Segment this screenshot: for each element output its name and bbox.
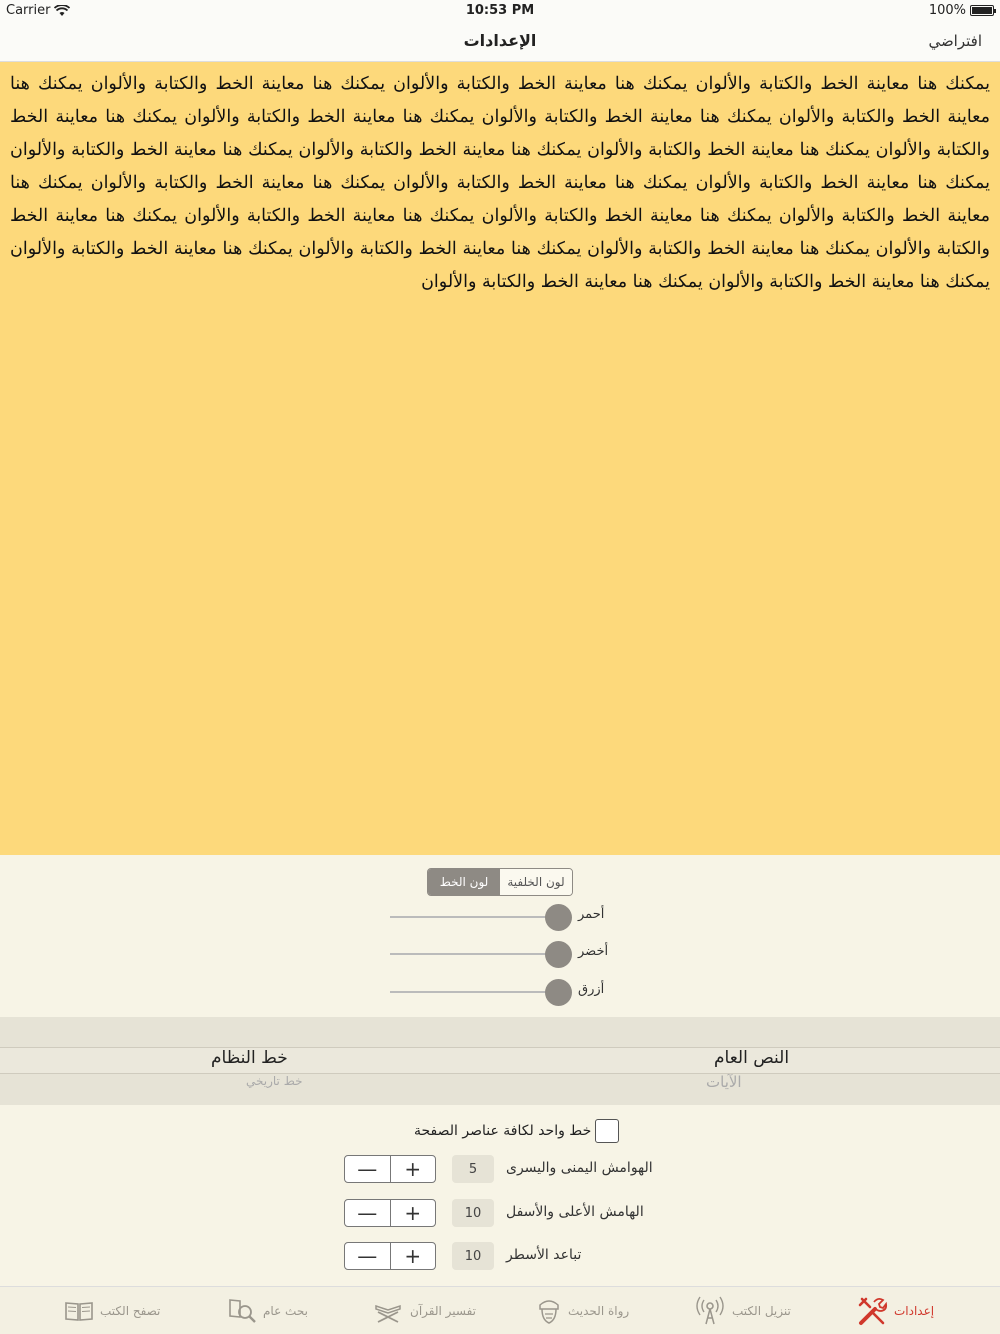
battery-indicator	[929, 3, 994, 18]
top-bottom-margins-row	[344, 1199, 664, 1227]
font-picker[interactable]	[0, 1017, 1000, 1105]
picker-right-next[interactable]: الآيات	[706, 1073, 742, 1091]
green-slider-row	[390, 939, 620, 969]
green-slider-track[interactable]	[390, 953, 560, 955]
top-bottom-margins-value: 10	[452, 1199, 494, 1227]
color-target-segmented-control	[427, 868, 573, 896]
top-bottom-margins-plus-button[interactable]: +	[404, 1201, 422, 1225]
line-spacing-value: 10	[452, 1242, 494, 1270]
side-margins-row	[344, 1155, 664, 1183]
tab-quran-tafsir-label: تفسير القرآن	[410, 1304, 476, 1318]
default-button[interactable]: افتراضي	[928, 32, 982, 50]
preview-text: يمكنك هنا معاينة الخط والكتابة والألوان يمكنك هنا معاينة الخط والكتابة والألوان يمكنك هنا معاينة الخط والكتابة والألوان يمكنك هنا معاينة الخط والكتابة والألوان يمكنك هنا معاينة الخط والكتابة والألوان يمكنك هنا معاينة الخط والكتابة والألوان يمكنك هنا معاينة الخط والكتابة والألوان يمكنك هنا معاينة الخط والكتابة والألوان يمكنك هنا معاينة الخط والكتابة والألوان يمكنك هنا معاينة الخط والكتابة والألوان يمكنك هنا معاينة الخط والكتابة والألوان يمكنك هنا معاينة الخط والكتابة والألوان يمكنك هنا معاينة الخط والكتابة والألوان يمكنك هنا معاينة الخط والكتابة والألوان يمكنك هنا معاينة الخط والكتابة والألوان يمكنك هنا معاينة الخط والكتابة والألوان يمكنك هنا معاينة الخط والكتابة والألوان يمكنك هنا معاينة الخط والكتابة والألوان يمكنك هنا معاينة الخط والكتابة والألوان يمكنك هنا معاينة الخط والكتابة والألوان يمكنك هنا معاينة الخط والكتابة والألوان يمكنك هنا معاينة الخط والكتابة والألوان	[10, 74, 990, 292]
line-spacing-minus-button[interactable]: —	[345, 1243, 391, 1269]
side-margins-plus-button[interactable]: +	[404, 1157, 422, 1181]
red-slider-row	[390, 902, 620, 932]
top-bottom-margins-minus-button[interactable]: —	[345, 1200, 391, 1226]
tab-bar	[0, 1286, 1000, 1334]
segment-font-color[interactable]: لون الخط	[428, 869, 500, 895]
red-slider-track[interactable]	[390, 916, 560, 918]
text-preview	[0, 62, 1000, 855]
single-font-row	[414, 1119, 619, 1143]
color-panel	[0, 855, 1000, 1017]
single-font-label: خط واحد لكافة عناصر الصفحة	[414, 1123, 592, 1139]
battery-percent: 100%	[928, 3, 966, 18]
green-slider-label: أخضر	[578, 944, 609, 959]
tab-hadith-narrators[interactable]	[536, 1295, 629, 1327]
side-margins-label: الهوامش اليمنى واليسرى	[506, 1160, 653, 1176]
segment-background-color[interactable]: لون الخلفية	[500, 869, 572, 895]
layout-options	[0, 1105, 1000, 1286]
red-slider-label: أحمر	[578, 907, 605, 922]
tools-icon	[856, 1296, 888, 1326]
red-slider-thumb[interactable]	[545, 904, 572, 931]
search-book-icon	[227, 1297, 257, 1325]
blue-slider-row	[390, 977, 620, 1007]
blue-slider-label: أزرق	[578, 982, 605, 997]
blue-slider-thumb[interactable]	[545, 979, 572, 1006]
line-spacing-stepper	[344, 1242, 436, 1270]
quran-stand-icon	[372, 1298, 404, 1324]
status-time: 10:53 PM	[465, 3, 535, 18]
tab-general-search[interactable]	[227, 1295, 308, 1327]
tab-quran-tafsir[interactable]	[372, 1295, 476, 1327]
side-margins-minus-button[interactable]: —	[345, 1156, 391, 1182]
tab-settings[interactable]	[856, 1295, 934, 1327]
tab-settings-label: إعدادات	[894, 1304, 935, 1318]
page-title: الإعدادات	[463, 31, 537, 50]
status-bar	[0, 0, 1000, 22]
green-slider-thumb[interactable]	[545, 941, 572, 968]
picker-right-selected[interactable]: النص العام	[714, 1048, 790, 1068]
top-bottom-margins-label: الهامش الأعلى والأسفل	[506, 1204, 644, 1220]
picker-left-selected[interactable]: خط النظام	[211, 1048, 288, 1068]
antenna-icon	[694, 1296, 726, 1326]
side-margins-stepper	[344, 1155, 436, 1183]
side-margins-value: 5	[452, 1155, 494, 1183]
tab-download-books[interactable]	[694, 1295, 791, 1327]
narrator-icon	[536, 1296, 562, 1326]
navigation-bar	[0, 22, 1000, 62]
battery-icon	[970, 5, 994, 16]
line-spacing-row	[344, 1242, 664, 1270]
single-font-checkbox[interactable]	[595, 1119, 619, 1143]
open-book-icon	[64, 1299, 94, 1323]
carrier-label: Carrier	[6, 3, 51, 18]
tab-hadith-narrators-label: رواة الحديث	[568, 1304, 630, 1318]
tab-browse-books-label: تصفح الكتب	[100, 1304, 161, 1318]
picker-left-next[interactable]: خط تاريخي	[246, 1074, 303, 1088]
picker-selection-band	[0, 1047, 1000, 1074]
line-spacing-label: تباعد الأسطر	[506, 1247, 582, 1263]
tab-browse-books[interactable]	[64, 1295, 160, 1327]
line-spacing-plus-button[interactable]: +	[404, 1244, 422, 1268]
tab-general-search-label: بحث عام	[263, 1304, 308, 1318]
blue-slider-track[interactable]	[390, 991, 560, 993]
tab-download-books-label: تنزيل الكتب	[732, 1304, 791, 1318]
top-bottom-margins-stepper	[344, 1199, 436, 1227]
